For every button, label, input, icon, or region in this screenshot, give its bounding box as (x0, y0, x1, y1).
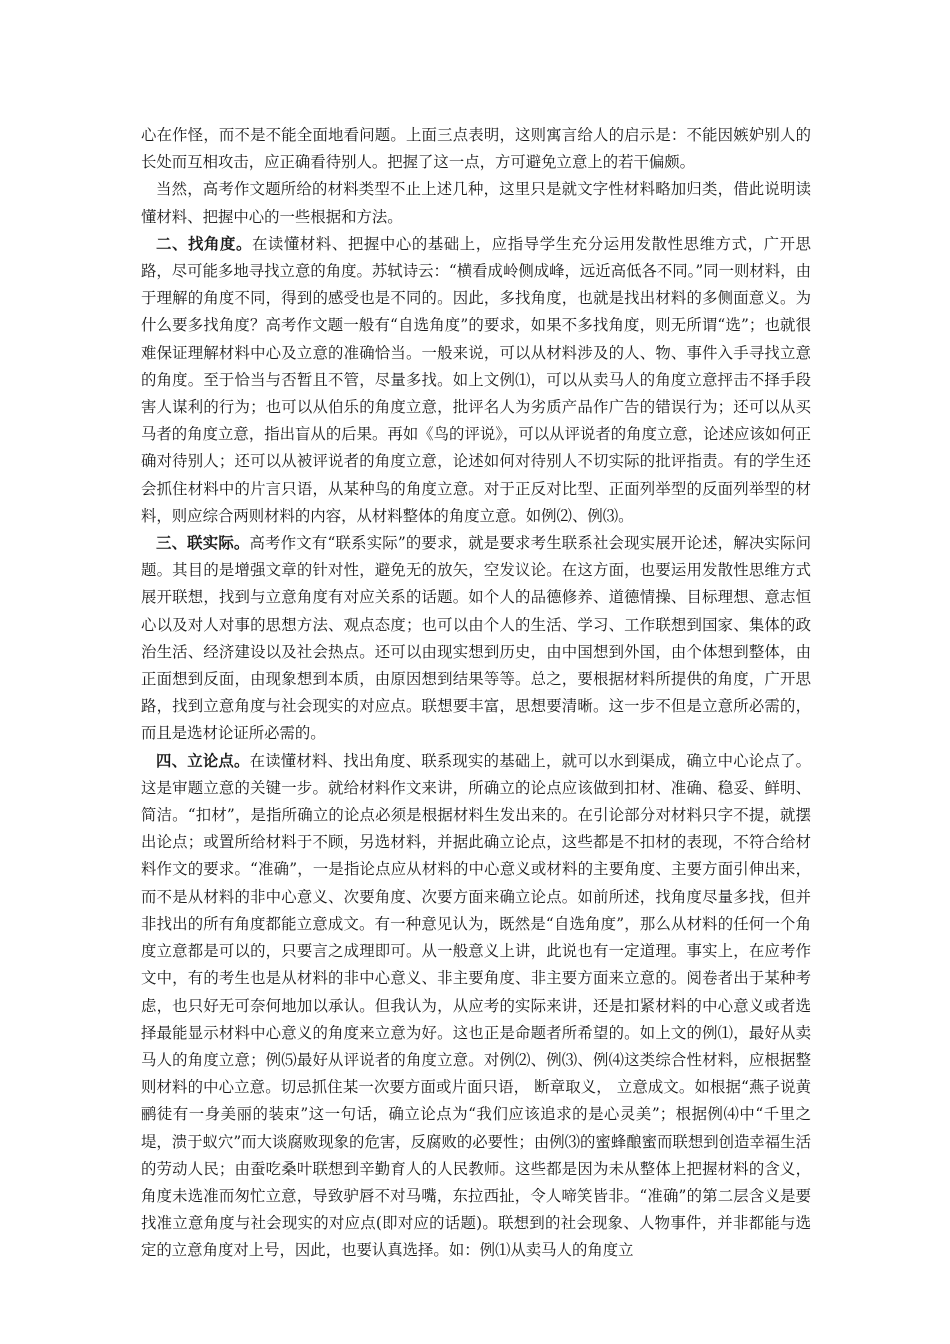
section-heading: 二、找角度。 (156, 234, 252, 253)
paragraph-section-4 (141, 748, 811, 1265)
paragraph-text: 当然，高考作文题所给的材料类型不止上述几种，这里只是就文字性材料略加归类，借此说明读懂材料、把握中心的一些根据和方法。 (141, 180, 811, 226)
paragraph-text: 在读懂材料、把握中心的基础上，应指导学生充分运用发散性思维方式，广开思路，尽可能多地寻找立意的角度。苏轼诗云：“横看成岭侧成峰，远近高低各不同。”同一则材料，由于理解的角度不同，得到的感受也是不同的。因此，多找角度，也就是找出材料的多侧面意义。为什么要多找角度？高考作文题一般有“自选角度”的要求，如果不多找角度，则无所谓“选”；也就很难保证理解材料中心及立意的准确恰当。一般来说，可以从材料涉及的人、物、事件入手寻找立意的角度。至于恰当与否暂且不管，尽量多找。如上文例⑴，可以从卖马人的角度立意抨击不择手段害人谋利的行为；也可以从伯乐的角度立意，批评名人为劣质产品作广告的错误行为；还可以从买马者的角度立意，指出盲从的后果。再如《鸟的评说》，可以从评说者的角度立意，论述应该如何正确对待别人；还可以从被评说者的角度立意，论述如何对待别人不切实际的批评指责。有的学生还会抓住材料中的片言只语，从某种鸟的角度立意。对于正反对比型、正面列举型的反面列举型的材料，则应综合两则材料的内容，从材料整体的角度立意。如例⑵、例⑶。 (141, 234, 811, 525)
paragraph-text: 在读懂材料、找出角度、联系现实的基础上，就可以水到渠成，确立中心论点了。这是审题立意的关键一步。就给材料作文来讲，所确立的论点应该做到扣材、准确、稳妥、鲜明、简洁。“扣材”，是指所确立的论点必须是根据材料生发出来的。在引论部分对材料只字不提，就摆出论点；或置所给材料于不顾，另选材料，并据此确立论点，这些都是不扣材的表现，不符合给材料作文的要求。“准确”，一是指论点应从材料的中心意义或材料的主要角度、主要方面引伸出来，而不是从材料的非中心意义、次要角度、次要方面来确立论点。如前所述，找角度尽量多找，但并非找出的所有角度都能立意成文。有一种意见认为，既然是“自选角度”，那么从材料的任何一个角度立意都是可以的，只要言之成理即可。从一般意义上讲，此说也有一定道理。事实上，在应考作文中，有的考生也是从材料的非中心意义、非主要角度、非主要方面来立意的。阅卷者出于某种考虑，也只好无可奈何地加以承认。但我认为，从应考的实际来讲，还是扣紧材料的中心意义或者选择最能显示材料中心意义的角度来立意为好。这也正是命题者所希望的。如上文的例⑴，最好从卖马人的角度立意；例⑸最好从评说者的角度立意。对例⑵、例⑶、例⑷这类综合性材料，应根据整则材料的中心立意。切忌抓住某一次要方面或片面只语， 断章取义， 立意成文。如根据“燕子说黄鹂徒有一身美丽的装束”这一句话，确立论点为“我们应该追求的是心灵美”；根据例⑷中“千里之堤，溃于蚁穴”而大谈腐败现象的危害，反腐败的必要性；由例⑶的蜜蜂酿蜜而联想到创造幸福生活的劳动人民；由蚕吃桑叶联想到辛勤育人的人民教师。这些都是因为未从整体上把握材料的含义，角度未选准而匆忙立意，导致驴唇不对马嘴，东拉西扯，令人啼笑皆非。“准确”的第二层含义是要找准立意角度与社会现实的对应点(即对应的话题)。联想到的社会现象、人物事件，并非都能与选定的立意角度对上号，因此，也要认真选择。如：例⑴从卖马人的角度立 (141, 751, 811, 1260)
section-heading: 四、立论点。 (156, 751, 250, 770)
document-body (141, 122, 811, 1265)
paragraph-summary (141, 176, 811, 230)
section-heading: 三、联实际。 (156, 534, 250, 553)
paragraph-text: 心在作怪，而不是不能全面地看问题。上面三点表明，这则寓言给人的启示是：不能因嫉妒别人的长处而互相攻击，应正确看待别人。把握了这一点，方可避免立意上的若干偏颇。 (141, 126, 811, 172)
paragraph-section-2 (141, 231, 811, 530)
paragraph-text: 高考作文有“联系实际”的要求，就是要求考生联系社会现实展开论述，解决实际问题。其目的是增强文章的针对性，避免无的放矢，空发议论。在这方面，也要运用发散性思维方式展开联想，找到与立意角度有对应关系的话题。如个人的品德修养、道德情操、目标理想、意志恒心以及对人对事的思想方法、观点态度；也可以由个人的生活、学习、工作联想到国家、集体的政治生活、经济建设以及社会热点。还可以由现实想到历史，由中国想到外国，由个体想到整体，由正面想到反面，由现象想到本质，由原因想到结果等等。总之，要根据材料所提供的角度，广开思路，找到立意角度与社会现实的对应点。联想要丰富，思想要清晰。这一步不但是立意所必需的，而且是选材论证所必需的。 (141, 534, 811, 743)
paragraph-section-3 (141, 530, 811, 748)
paragraph-continuation (141, 122, 811, 176)
